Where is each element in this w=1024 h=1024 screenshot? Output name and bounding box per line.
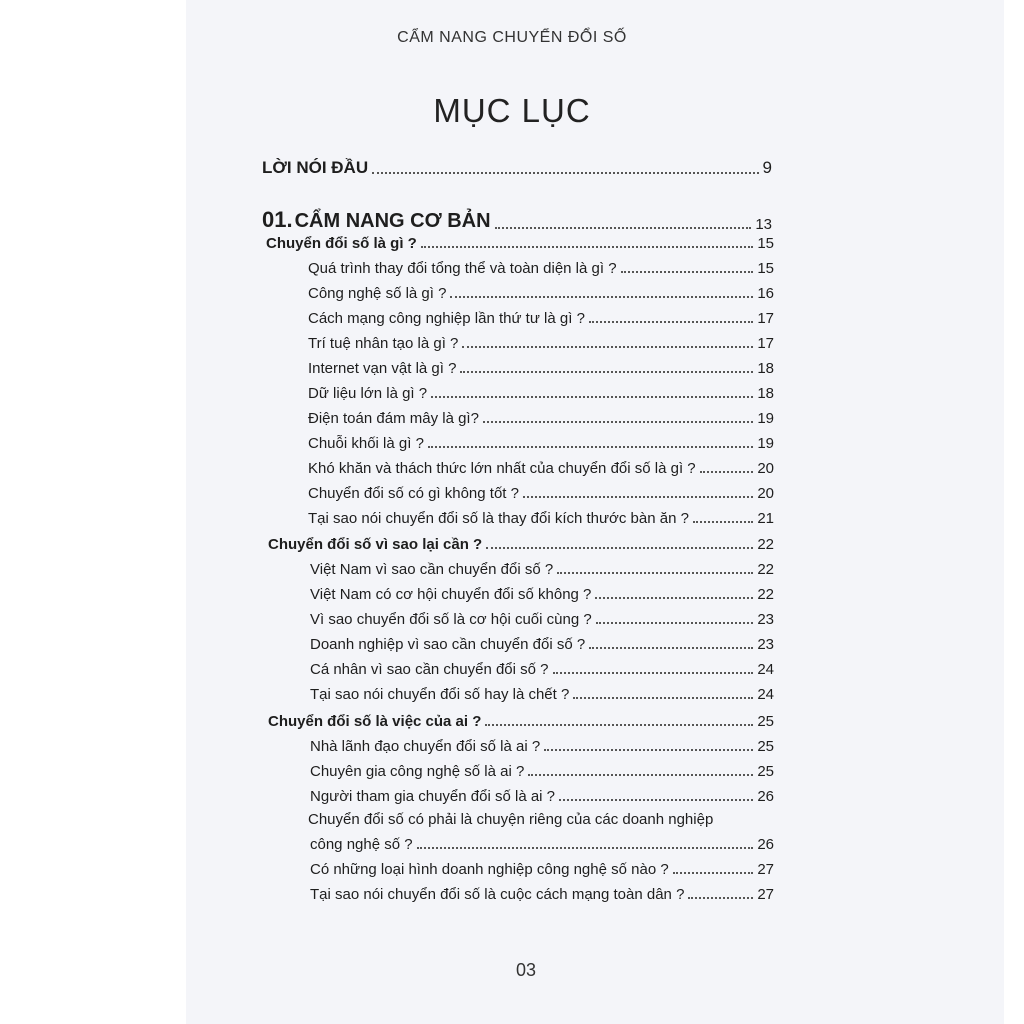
entry-page: 16	[757, 285, 774, 302]
chapter-number: 01.	[262, 207, 293, 232]
entry-label: Tại sao nói chuyển đổi số là cuộc cách mạng toàn dân ?	[310, 886, 685, 903]
toc-entry-preface	[262, 158, 772, 178]
entry-page: 21	[757, 510, 774, 527]
entry-label: Cách mạng công nghiệp lần thứ tư là gì ?	[308, 310, 585, 327]
entry-label: Công nghệ số là gì ?	[308, 285, 447, 302]
dot-leader	[553, 672, 754, 674]
toc-item	[310, 738, 774, 755]
entry-page: 17	[757, 310, 774, 327]
entry-page: 18	[757, 385, 774, 402]
entry-page: 26	[757, 836, 774, 853]
toc-title: MỤC LỤC	[433, 92, 591, 129]
dot-leader	[523, 496, 753, 498]
toc-item	[310, 836, 774, 853]
entry-page: 20	[757, 485, 774, 502]
entry-label: Vì sao chuyển đổi số là cơ hội cuối cùng ?	[310, 611, 592, 628]
dot-leader	[589, 647, 753, 649]
entry-label: Trí tuệ nhân tạo là gì ?	[308, 335, 459, 352]
toc-item	[308, 260, 774, 277]
entry-page: 13	[755, 216, 772, 233]
dot-leader	[372, 172, 758, 174]
toc-item	[308, 335, 774, 352]
entry-page: 20	[757, 460, 774, 477]
toc-entry-chapter	[262, 207, 772, 233]
chapter-title: CẨM NANG CƠ BẢN	[294, 210, 491, 232]
entry-label: Khó khăn và thách thức lớn nhất của chuyển đổi số là gì ?	[308, 460, 696, 477]
toc-item	[310, 788, 774, 805]
entry-page: 17	[757, 335, 774, 352]
running-title: CẨM NANG CHUYỂN ĐỔI SỐ	[397, 29, 627, 46]
entry-label: Chuyển đổi số vì sao lại cần ?	[268, 536, 483, 553]
entry-page: 15	[757, 235, 774, 252]
entry-page: 22	[757, 586, 774, 603]
dot-leader	[693, 521, 753, 523]
entry-page: 27	[757, 861, 774, 878]
dot-leader	[483, 421, 753, 423]
entry-label: Cá nhân vì sao cần chuyển đổi số ?	[310, 661, 549, 678]
toc-item	[310, 561, 774, 578]
entry-label: Chuyển đổi số là gì ?	[266, 235, 417, 252]
entry-label: Chuyển đổi số là việc của ai ?	[268, 713, 482, 730]
entry-label: Doanh nghiệp vì sao cần chuyển đổi số ?	[310, 636, 586, 653]
entry-label	[262, 207, 491, 233]
entry-label: Quá trình thay đổi tổng thể và toàn diện là gì ?	[308, 260, 617, 277]
dot-leader	[596, 622, 754, 624]
dot-leader	[485, 724, 753, 726]
page-number: 03	[515, 960, 537, 980]
entry-page: 19	[757, 410, 774, 427]
toc-item	[310, 763, 774, 780]
entry-page: 19	[757, 435, 774, 452]
entry-label: Điện toán đám mây là gì?	[308, 410, 479, 427]
dot-leader	[431, 396, 753, 398]
entry-label: LỜI NÓI ĐẦU	[262, 158, 369, 177]
toc-item	[308, 385, 774, 402]
entry-label: Chuyển đổi số có gì không tốt ?	[308, 485, 519, 502]
dot-leader	[544, 749, 753, 751]
toc-item	[308, 310, 774, 327]
toc-item	[310, 886, 774, 903]
entry-label: Chuỗi khối là gì ?	[308, 435, 424, 452]
entry-page: 22	[757, 536, 774, 553]
entry-page: 24	[757, 686, 774, 703]
entry-label: Tại sao nói chuyển đổi số là thay đổi kích thước bàn ăn ?	[308, 510, 689, 527]
entry-label: Việt Nam có cơ hội chuyển đổi số không ?	[310, 586, 592, 603]
entry-label: Việt Nam vì sao cần chuyển đổi số ?	[310, 561, 554, 578]
toc-item	[310, 686, 774, 703]
entry-label: Chuyên gia công nghệ số là ai ?	[310, 763, 525, 780]
dot-leader	[428, 446, 753, 448]
toc-item	[310, 861, 774, 878]
entry-page: 26	[757, 788, 774, 805]
dot-leader	[595, 597, 753, 599]
toc-item	[308, 460, 774, 477]
entry-label: Nhà lãnh đạo chuyển đổi số là ai ?	[310, 738, 541, 755]
dot-leader	[495, 227, 752, 229]
entry-page: 23	[757, 611, 774, 628]
dot-leader	[462, 346, 753, 348]
dot-leader	[417, 847, 754, 849]
entry-page: 27	[757, 886, 774, 903]
toc-item	[308, 510, 774, 527]
entry-label: Tại sao nói chuyển đổi số hay là chết ?	[310, 686, 570, 703]
toc-section	[266, 235, 774, 252]
dot-leader	[559, 799, 753, 801]
dot-leader	[688, 897, 753, 899]
dot-leader	[621, 271, 754, 273]
entry-page: 22	[757, 561, 774, 578]
dot-leader	[673, 872, 754, 874]
entry-page: 9	[762, 158, 772, 177]
dot-leader	[589, 321, 753, 323]
entry-page: 18	[757, 360, 774, 377]
dot-leader	[450, 296, 753, 298]
toc-item-line1: Chuyển đổi số có phải là chuyện riêng của các doanh nghiệp	[308, 811, 714, 828]
toc-item	[308, 360, 774, 377]
entry-label: công nghệ số ?	[310, 836, 413, 853]
toc-item	[308, 435, 774, 452]
dot-leader	[573, 697, 753, 699]
toc-item	[308, 410, 774, 427]
entry-page: 25	[757, 713, 774, 730]
entry-page: 23	[757, 636, 774, 653]
entry-label: Người tham gia chuyển đổi số là ai ?	[310, 788, 556, 805]
dot-leader	[557, 572, 753, 574]
entry-label: Dữ liệu lớn là gì ?	[308, 385, 428, 402]
entry-page: 24	[757, 661, 774, 678]
toc-item	[310, 661, 774, 678]
entry-page: 25	[757, 763, 774, 780]
toc-item	[308, 485, 774, 502]
dot-leader	[528, 774, 753, 776]
dot-leader	[421, 246, 753, 248]
toc-item	[308, 285, 774, 302]
toc-item	[310, 636, 774, 653]
toc-item	[310, 611, 774, 628]
dot-leader	[486, 547, 753, 549]
toc-section	[268, 536, 774, 553]
dot-leader	[700, 471, 754, 473]
entry-label: Có những loại hình doanh nghiệp công nghệ số nào ?	[310, 861, 669, 878]
toc-item	[310, 586, 774, 603]
dot-leader	[460, 371, 753, 373]
entry-label: Internet vạn vật là gì ?	[308, 360, 457, 377]
entry-page: 25	[757, 738, 774, 755]
toc-section	[268, 713, 774, 730]
entry-page: 15	[757, 260, 774, 277]
